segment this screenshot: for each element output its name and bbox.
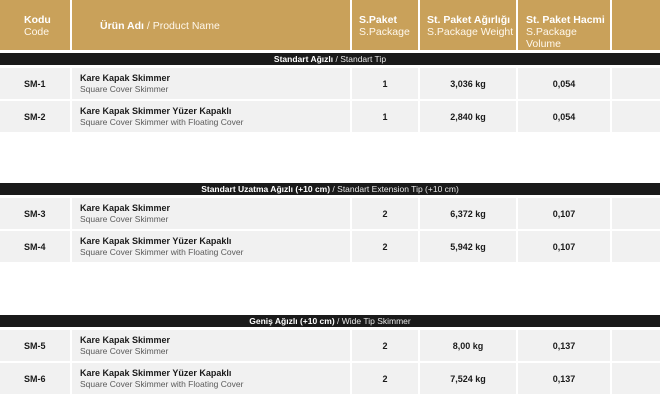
row-weight: 5,942 kg: [420, 231, 516, 262]
row-spacer: [612, 330, 660, 361]
row-package: 2: [352, 231, 418, 262]
row-name-en: Square Cover Skimmer: [80, 213, 169, 224]
row-name-en: Square Cover Skimmer: [80, 83, 169, 94]
row-package: 1: [352, 68, 418, 99]
row-name: [72, 231, 350, 262]
row-weight: 2,840 kg: [420, 101, 516, 132]
row-package: 2: [352, 198, 418, 229]
row-name-tr: Kare Kapak Skimmer Yüzer Kapaklı: [80, 235, 232, 246]
header-package-en: S.Package: [359, 26, 410, 38]
header-volume: [518, 0, 610, 50]
row-name-tr: Kare Kapak Skimmer: [80, 202, 171, 213]
section-title-sep: /: [333, 54, 341, 64]
header-spacer: [612, 0, 660, 50]
row-weight: 8,00 kg: [420, 330, 516, 361]
row-name-en: Square Cover Skimmer: [80, 345, 169, 356]
header-volume-tr: St. Paket Hacmi: [526, 14, 605, 26]
section-bar-standart: [0, 53, 660, 65]
row-spacer: [612, 363, 660, 394]
row-weight: 7,524 kg: [420, 363, 516, 394]
row-volume: 0,054: [518, 68, 610, 99]
row-name-tr: Kare Kapak Skimmer: [80, 334, 171, 345]
row-code: SM-3: [0, 198, 70, 229]
header-name: [72, 0, 350, 50]
row-package: 2: [352, 330, 418, 361]
row-code: SM-4: [0, 231, 70, 262]
row-package: 2: [352, 363, 418, 394]
row-code: SM-2: [0, 101, 70, 132]
row-package: 1: [352, 101, 418, 132]
header-code: [0, 0, 70, 50]
row-volume: 0,054: [518, 101, 610, 132]
section-title-tr: Standart Ağızlı: [273, 54, 334, 64]
row-weight: 6,372 kg: [420, 198, 516, 229]
row-spacer: [612, 231, 660, 262]
row-name: [72, 330, 350, 361]
row-name: [72, 198, 350, 229]
row-name-en: Square Cover Skimmer with Floating Cover: [80, 378, 244, 389]
row-code: SM-1: [0, 68, 70, 99]
header-code-tr: Kodu: [24, 14, 51, 26]
section-bar-wide: [0, 315, 660, 327]
row-name-en: Square Cover Skimmer with Floating Cover: [80, 116, 244, 127]
header-weight: [420, 0, 516, 50]
row-volume: 0,137: [518, 363, 610, 394]
row-name: [72, 101, 350, 132]
header-package: [352, 0, 418, 50]
section-title-en: Wide Tip Skimmer: [341, 316, 411, 326]
row-spacer: [612, 198, 660, 229]
header-volume-en: S.Package Volume: [526, 26, 577, 50]
row-name-en: Square Cover Skimmer with Floating Cover: [80, 246, 244, 257]
row-name-tr: Kare Kapak Skimmer: [80, 72, 171, 83]
row-volume: 0,107: [518, 231, 610, 262]
header-weight-tr: St. Paket Ağırlığı: [427, 14, 511, 26]
row-spacer: [612, 101, 660, 132]
header-name-sep: /: [143, 20, 153, 32]
row-volume: 0,107: [518, 198, 610, 229]
header-code-en: Code: [24, 26, 50, 38]
section-title-tr: Standart Uzatma Ağızlı (+10 cm): [201, 184, 331, 194]
section-title-en: Standart Tip: [340, 54, 387, 64]
row-code: SM-5: [0, 330, 70, 361]
header-weight-en: S.Package Weight: [427, 26, 514, 38]
row-weight: 3,036 kg: [420, 68, 516, 99]
section-title-tr: Geniş Ağızlı (+10 cm): [249, 316, 335, 326]
section-title-sep: /: [330, 184, 338, 194]
header-name-tr: Ürün Adı: [100, 20, 144, 32]
header-package-tr: S.Paket: [359, 14, 397, 26]
section-bar-extension: [0, 183, 660, 195]
section-title-en: Standart Extension Tip (+10 cm): [337, 184, 459, 194]
section-title-sep: /: [334, 316, 342, 326]
row-volume: 0,137: [518, 330, 610, 361]
table-header: [0, 0, 660, 50]
row-code: SM-6: [0, 363, 70, 394]
row-name: [72, 363, 350, 394]
row-name-tr: Kare Kapak Skimmer Yüzer Kapaklı: [80, 367, 232, 378]
row-name: [72, 68, 350, 99]
header-name-en: Product Name: [152, 20, 220, 32]
row-spacer: [612, 68, 660, 99]
row-name-tr: Kare Kapak Skimmer Yüzer Kapaklı: [80, 105, 232, 116]
